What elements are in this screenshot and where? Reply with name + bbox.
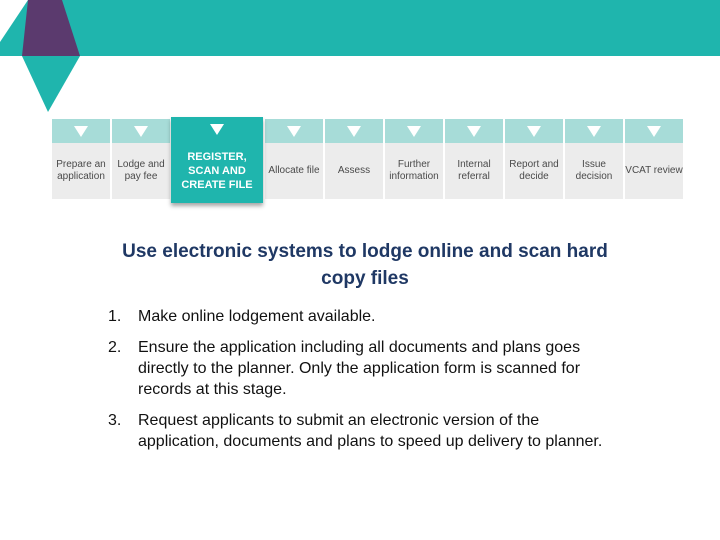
step-report-decide [505,119,563,199]
down-arrow-icon [287,126,301,137]
down-arrow-icon [647,126,661,137]
list-item [108,306,618,327]
step-label: VCAT review [625,165,683,176]
down-arrow-icon [587,126,601,137]
list-item [108,410,618,452]
step-label: Assess [337,165,371,176]
step-further-info [385,119,443,199]
slide-heading: Use electronic systems to lodge online and scan hard copy files [122,241,608,289]
step-allocate [265,119,323,199]
list-item [108,337,618,400]
item-number: 3. [108,412,122,429]
step-issue-decision [565,119,623,199]
step-label: Allocate file [268,165,320,176]
step-label: Further information [389,159,439,182]
process-flow [52,119,683,199]
step-assess [325,119,383,199]
step-vcat-review [625,119,683,199]
step-label: Lodge and pay fee [117,159,165,182]
step-register-active [171,117,263,203]
teal-triangle [22,56,80,112]
item-text: Make online lodgement available. [138,308,376,325]
white-triangle [0,0,28,42]
step-label: Issue decision [575,159,613,182]
step-prepare [52,119,110,199]
step-label: REGISTER, SCAN AND CREATE FILE [181,151,253,191]
header-band [0,0,720,56]
down-arrow-icon [210,124,224,135]
item-number: 2. [108,339,122,356]
step-internal-referral [445,119,503,199]
item-text: Ensure the application including all documents and plans goes directly to the planner. Only the application form is scanned for records at this stage. [138,339,581,398]
down-arrow-icon [407,126,421,137]
down-arrow-icon [134,126,148,137]
purple-triangle [22,0,80,56]
step-label: Prepare an application [56,159,106,182]
recommendation-list [108,306,618,462]
item-text: Request applicants to submit an electronic version of the application, documents and plans to speed up delivery to planner. [138,412,603,450]
step-label: Internal referral [457,159,491,182]
down-arrow-icon [527,126,541,137]
down-arrow-icon [467,126,481,137]
step-label: Report and decide [509,159,559,182]
decorative-triangles [0,0,90,115]
item-number: 1. [108,308,122,325]
down-arrow-icon [74,126,88,137]
down-arrow-icon [347,126,361,137]
step-lodge [112,119,170,199]
